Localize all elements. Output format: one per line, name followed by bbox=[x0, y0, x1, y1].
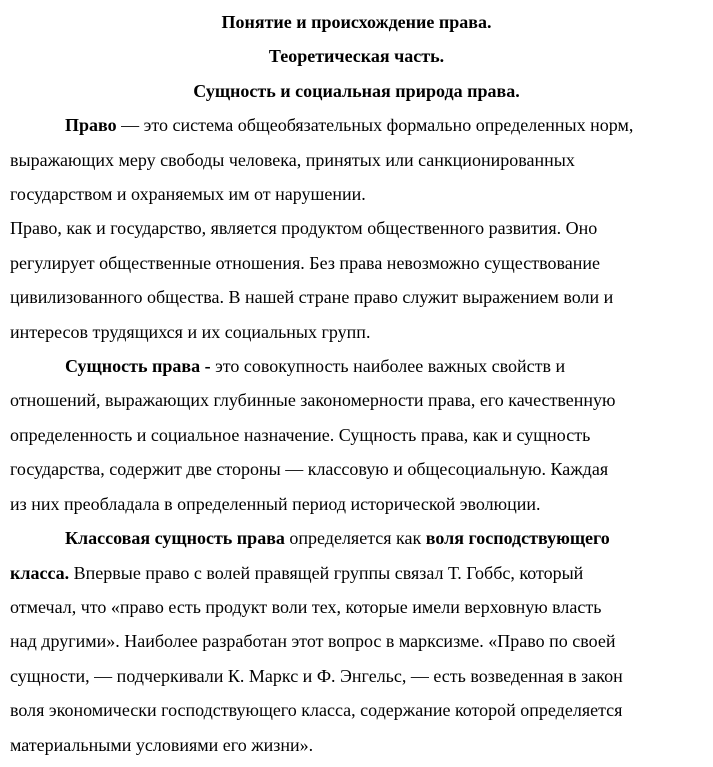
text-segment: материальными условиями его жизни». bbox=[10, 734, 314, 755]
text-segment: над другими». Наиболее разработан этот вопрос в марксизме. «Право по своей bbox=[10, 631, 616, 652]
text-segment: интересов трудящихся и их социальных групп. bbox=[10, 321, 371, 342]
text-line bbox=[10, 487, 703, 521]
bold-text-segment: Право bbox=[65, 115, 117, 136]
text-line bbox=[10, 383, 703, 417]
document-title: Понятие и происхождение права. bbox=[221, 12, 492, 32]
text-line bbox=[10, 418, 703, 452]
text-line bbox=[10, 143, 703, 177]
text-segment: воля экономически господствующего класса, содержание которой определяется bbox=[10, 700, 623, 721]
text-line bbox=[10, 624, 703, 658]
text-line bbox=[10, 556, 703, 590]
text-segment: сущности, — подчеркивали К. Маркс и Ф. Энгельс, — есть возведенная в закон bbox=[10, 665, 623, 686]
paragraph bbox=[10, 211, 703, 349]
text-line bbox=[10, 452, 703, 486]
bold-text-segment: Классовая сущность права bbox=[65, 528, 285, 549]
text-line bbox=[10, 590, 703, 624]
text-segment: государством и охраняемых им от нарушении. bbox=[10, 184, 366, 205]
text-line bbox=[10, 349, 703, 383]
text-segment: из них преобладала в определенный период исторической эволюции. bbox=[10, 493, 541, 514]
text-line bbox=[10, 659, 703, 693]
section-heading-theoretical-part: Теоретическая часть. bbox=[268, 46, 445, 67]
text-segment: отношений, выражающих глубинные закономерности права, его качественную bbox=[10, 390, 616, 411]
text-line bbox=[10, 246, 703, 280]
text-segment: определяется как bbox=[284, 528, 426, 549]
bold-text-segment: Сущность права - bbox=[65, 356, 211, 377]
section-heading-essence-and-social-nature: Сущность и социальная природа права. bbox=[193, 80, 520, 101]
text-line bbox=[10, 315, 703, 349]
text-segment: Право, как и государство, является продуктом общественного развития. Оно bbox=[10, 218, 598, 239]
paragraph bbox=[10, 349, 703, 521]
text-line bbox=[10, 108, 703, 142]
text-segment: Впервые право с волей правящей группы связал Т. Гоббс, который bbox=[69, 562, 584, 583]
text-segment: отмечал, что «право есть продукт воли тех, которые имели верховную власть bbox=[10, 596, 602, 617]
text-segment: определенность и социальное назначение. Сущность права, как и сущность bbox=[10, 424, 591, 445]
text-segment: — это система общеобязательных формально определенных норм, bbox=[116, 115, 634, 136]
text-line bbox=[10, 521, 703, 555]
text-segment: это совокупность наиболее важных свойств и bbox=[210, 356, 566, 377]
text-line bbox=[10, 280, 703, 314]
paragraph bbox=[10, 108, 703, 211]
text-line bbox=[10, 211, 703, 245]
bold-text-segment: класса. bbox=[10, 562, 70, 583]
text-line bbox=[10, 728, 703, 762]
bold-text-segment: воля господствующего bbox=[425, 528, 610, 549]
text-line bbox=[10, 693, 703, 727]
text-segment: государства, содержит две стороны — классовую и общесоциальную. Каждая bbox=[10, 459, 609, 480]
text-segment: выражающих меру свободы человека, принятых или санкционированных bbox=[10, 149, 575, 170]
text-segment: регулирует общественные отношения. Без права невозможно существование bbox=[10, 252, 600, 273]
paragraphs bbox=[10, 108, 703, 762]
text-segment: цивилизованного общества. В нашей стране право служит выражением воли и bbox=[10, 287, 614, 308]
text-line bbox=[10, 177, 703, 211]
paragraph bbox=[10, 521, 703, 762]
